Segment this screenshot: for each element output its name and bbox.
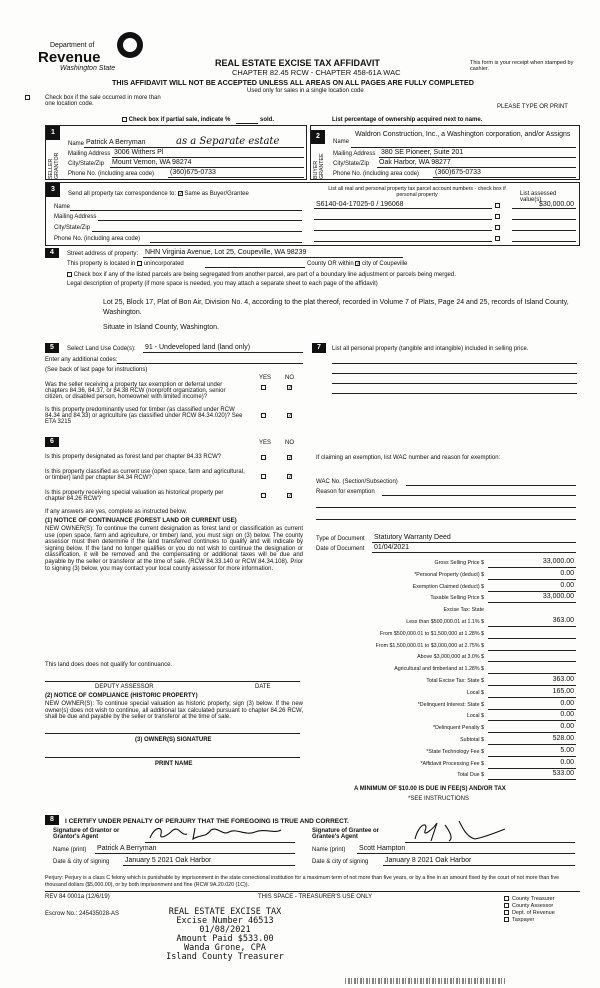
tax-row-label: *State Technology Fee $ (426, 748, 484, 755)
stamp-line: REAL ESTATE EXCISE TAX (168, 907, 282, 917)
tax-row-value: 0.00 (560, 711, 574, 719)
personal-property-checkbox[interactable] (495, 203, 500, 208)
tax-row-label: Exemption Claimed (deduct) $ (412, 583, 484, 590)
form-revision: REV 84 0001a (12/6/19) (45, 894, 110, 900)
seller-name: Patrick A Berryman (86, 139, 146, 146)
tax-row-label: Taxable Selling Price $ (430, 595, 484, 602)
parcel-header: List all real and personal property tax parcel account numbers - check box if personal property (328, 186, 506, 198)
tax-row-value: 5.00 (560, 746, 574, 754)
personal-property-checkbox[interactable] (495, 214, 500, 219)
section-number-7: 7 (312, 343, 326, 353)
tax-row-value: 0.00 (560, 699, 574, 707)
forest-land-question: Is this property designated as forest land per chapter 84.33 RCW? (45, 454, 222, 460)
please-type: PLEASE TYPE OR PRINT (497, 104, 568, 110)
dept-line2: Revenue (38, 49, 101, 66)
forest-no-checkbox[interactable]: ✓ (288, 455, 293, 461)
grantor-name: Patrick A Berryman (97, 845, 157, 852)
buyer-name: Waldron Construction, Inc., a Washington corporation, and/or Assigns (355, 131, 571, 138)
copy-destination: County Assessor (504, 903, 584, 910)
escrow-number: Escrow No.: 245435028-AS (45, 911, 120, 917)
minimum-due-note: A MINIMUM OF $10.00 IS DUE IN FEE(S) AND/OR TAX (354, 786, 506, 792)
copy-checkbox[interactable] (504, 896, 509, 901)
tax-row-value: 363.00 (552, 617, 574, 624)
tax-row-label: *Delinquent Penalty $ (433, 725, 484, 732)
copy-checkbox[interactable] (504, 910, 509, 915)
legal-description: Lot 25, Block 17, Plat of Bon Air, Division No. 4, according to the plat thereof, recorded in Volume 7 of Plats, Page 24 and 25, records of Island County, Washington. (103, 299, 569, 316)
tax-row-value: 533.00 (552, 770, 574, 778)
document-date: 01/04/2021 (374, 544, 410, 551)
seller-section: 1 SELLER GRANTOR Name Patrick A Berryman as a Separate estate Mailing Address 3006 Withers Pl City/State/Zip Mount Vernon, WA 98274 Phone No. (including area code) (360)675-0733 (45, 125, 307, 180)
land-use-code[interactable]: 91 - Undeveloped land (land only) (145, 344, 251, 351)
tax-row-label: Subtotal $ (460, 737, 484, 743)
historic-question: Is this property receiving special valuation as historical property per chapter 84.26 RCW? (45, 490, 224, 502)
tax-row-label: *Personal Property (deduct) $ (414, 571, 484, 578)
assessed-header: List assessed value(s) (520, 191, 557, 203)
perjury-notice: Perjury: Perjury is a class C felony which is punishable by imprisonment in the state correctional institution for a maximum term of not more than five years, or by a fine in an amount fixed by the court of not more than five thousand dollars ($5,000.00), or by both imprisonment and fine (RCW 9A.20.020 (1C)). (45, 875, 560, 888)
tax-row-label: Local $ (466, 689, 484, 696)
tax-row-value: 0.00 (560, 758, 574, 766)
treasurer-stamp (145, 908, 305, 962)
situate: Situate in Island County, Washington. (103, 324, 219, 331)
grantee-signature (405, 819, 545, 843)
historic-yes-checkbox[interactable] (261, 493, 266, 498)
forest-yes-checkbox[interactable] (261, 455, 266, 460)
continuance-text: NEW OWNER(S): To continue the current designation as forest land or classification as current use (open space, farm and agriculture, or timber) land, you must sign on (3) below. The county assessor must then determine if the land transferred continues to qualify and will indicate by signing below. If the land no longer qualifies or you do not wish to continue the designation or classification, it will be removed and the compensating or additional taxes will be due and payable by the seller or transferor at the time of sale. (RCW 84.33.140 or RCW 84.34.108). Prior to signing (3) below, you may contact your local county assessor for more information. (45, 526, 303, 572)
tax-row-label: From $500,000.01 to $1,500,000 at 1.28% $ (380, 630, 484, 637)
multi-location: Check box if the sale occurred in more than one location code. (45, 95, 165, 107)
buyer-address: 380 SE Pioneer, Suite 201 (381, 149, 464, 156)
qualify-statement: This land does does not qualify for continuance. (45, 662, 173, 668)
correspondence-section: 3 Send all property tax correspondence to: ✓ Same as Buyer/Grantee Name Mailing Address City/State/Zip Phone No. (including area code) List all real and personal property tax parcel account numbers - check box if personal property List assessed value(s) S6140-04-17025-0 / 196068 $30,000.00 (45, 182, 580, 246)
buyer-city: Oak Harbor, WA 98277 (379, 159, 451, 166)
grantor-signature (145, 824, 285, 842)
section-number-4: 4 (45, 248, 59, 258)
current-use-yes-checkbox[interactable] (261, 474, 266, 479)
same-as-buyer-checkbox[interactable]: ✓ (178, 191, 183, 197)
personal-property-checkbox[interactable] (495, 236, 500, 241)
pct-ownership-note: List percentage of ownership acquired next to name. (332, 117, 483, 123)
stamp-line: Excise Number 46513 (176, 916, 274, 926)
historic-no-checkbox[interactable]: ✓ (288, 493, 293, 499)
seller-side-label: SELLER GRANTOR (48, 152, 60, 179)
copy-checkbox[interactable] (504, 903, 509, 908)
tax-row-label: Agricultural and timberland at 1.28% $ (394, 666, 484, 673)
tax-row-value: 33,000.00 (542, 558, 574, 565)
property-section: 4 Street address of property: NHN Virginia Avenue, Lot 25, Coupeville, WA 98239 This property is located in unincorporated County OR within ✓ city of Coupeville Check box if any of the listed parcels are being segregated from another parcel, are part of a boundary line adjustment or parcels being merged. Legal description of property (if more space is needed, you may attach a separate sheet to each page of the affidavit) Lot 25, Block 17, Plat of Bon Air, Division No. 4, according to the plat thereof, recorded in Volume 7 of Plats, Page 24 and 25, records of Island County, Washington. Situate in Island County, Washington. (45, 248, 580, 336)
distribution-copies (504, 896, 584, 924)
tax-row-value: 363.00 (552, 676, 574, 683)
stamp-line: 01/08/2021 (199, 925, 251, 935)
document-type: Statutory Warranty Deed (374, 534, 451, 541)
tax-row-label: Less than $500,000.01 at 1.1% $ (406, 619, 484, 625)
section-number-2: 2 (311, 130, 325, 144)
seller-name-handwritten: as a Separate estate (176, 136, 280, 147)
parcel-number: S6140-04-17025-0 / 196068 (316, 201, 404, 208)
tax-row-value: 0.00 (560, 581, 574, 589)
q1-no-checkbox[interactable]: ✓ (288, 385, 293, 391)
grantee-date: January 8 2021 Oak Harbor (385, 857, 472, 864)
land-use-question-2: Is this property predominantly used for timber (as classified under RCW 84.34 and 84.33) or agriculture (as classified under RCW 84.34.020)? See ETA 3215 (45, 407, 243, 425)
unincorporated-checkbox[interactable] (137, 261, 142, 266)
current-use-question: Is this property classified as current use (open space, farm and agricultural, or timber) land per chapter 84.34 RCW? (45, 469, 245, 481)
tax-row-label: Total Excise Tax: State $ (426, 678, 484, 684)
dor-logo (20, 32, 150, 76)
tax-row-value: 33,000.00 (542, 593, 574, 601)
copy-checkbox[interactable] (504, 917, 509, 922)
dept-line1: Department of (50, 42, 95, 49)
personal-property-checkbox[interactable] (495, 225, 500, 230)
grantee-name: Scott Hampton (359, 845, 406, 852)
seller-city: Mount Vernon, WA 98274 (112, 159, 192, 166)
treasurer-use-note: THIS SPACE - TREASURER'S USE ONLY (258, 894, 373, 900)
current-use-no-checkbox[interactable]: ✓ (288, 474, 293, 480)
tax-row-value: 0.00 (560, 569, 574, 577)
section-number-5: 5 (45, 343, 59, 353)
form-title: REAL ESTATE EXCISE TAX AFFIDAVIT (215, 58, 380, 68)
stamp-line: Amount Paid $533.00 (176, 934, 274, 944)
within-city-checkbox[interactable]: ✓ (356, 261, 361, 267)
section-number-3: 3 (46, 183, 60, 197)
land-use-section: 5 Select Land Use Code(s): 91 - Undeveloped land (land only) Enter any additional codes: (See back of last page for instructions) YES NO Was the seller receiving a property tax exemption or deferral under chapters 84.36, 84.37, or 84.38 RCW (nonprofit organization, senior citizen, or disabled person, homeowner with limited income)? ✓ Is this property predominantly used for timber (as classified under RCW 84.34 and 84.33) or agriculture (as classified under RCW 84.34.020)? See ETA 3215 ✓ (45, 343, 307, 435)
certification-section: 8 I CERTIFY UNDER PENALTY OF PERJURY THAT THE FOREGOING IS TRUE AND CORRECT. Signature of Grantor or Grantor's Agent Name (print) Patrick A Berryman Date & city of signing January 5 2021 Oak Harbor Signature of Grantee or Grantee's Agent Name (print) Scott Hampton Date & city of signing January 8 2021 Oak Harbor (45, 815, 580, 873)
tax-row-label: Excise Tax: State (443, 607, 484, 614)
tax-row-value: 165.00 (552, 687, 574, 695)
buyer-section: 2 BUYER GRANTEE Waldron Construction, Inc., a Washington corporation, and/or Assigns Name Mailing Address 380 SE Pioneer, Suite 201 City/State/Zip Oak Harbor, WA 98277 Phone No. (including area code) (360)675-0733 (310, 125, 580, 180)
copy-destination: Dept. of Revenue (504, 910, 584, 917)
form-chapter: CHAPTER 82.45 RCW - CHAPTER 458-61A WAC (232, 68, 401, 77)
assessed-value: $30,000.00 (538, 201, 574, 208)
designation-section: 6 YES NO Is this property designated as forest land per chapter 84.33 RCW? ✓ Is this property classified as current use (open space, farm and agricultural, or timber) land per chapter 84.34 RCW? ✓ Is this property receiving special valuation as historical property per chapter 84.26 RCW? ✓ If any answers are yes, complete as instructed below. (1) NOTICE OF CONTINUANCE (FOREST LAND OR CURRENT USE) NEW OWNER(S): To continue the current designation as forest land or classification as current use (open space, farm and agriculture, or timber) land, you must sign on (3) below. The county assessor must then determine if the land transferred continues to qualify and will indicate by signing below. If the land no longer qualifies or you do not wish to continue the designation or classification, it will be removed and the compensating or additional taxes will be due and payable by the seller or transferor at the time of sale. (RCW 84.33.140 or RCW 84.34.108). Prior to signing (3) below, you may contact your local county assessor for more information. This land does does not qualify for continuance. DEPUTY ASSESSOR DATE (2) NOTICE OF COMPLIANCE (HISTORIC PROPERTY) NEW OWNER(S): To continue special valuation as historic property, sign (3) below. If the new owner(s) does not wish to continue, all additional tax calculated pursuant to chapter 84.26 RCW, shall be due and payable by the seller or transferor at the time of sale. (3) OWNER(S) SIGNATURE PRINT NAME (45, 438, 303, 767)
single-location-note: Used only for sales in a single location code (247, 88, 364, 94)
receipt-note: This form is your receipt when stamped by cashier. (470, 60, 574, 72)
q1-yes-checkbox[interactable] (261, 385, 266, 390)
section-number-6: 6 (45, 437, 59, 447)
stamp-line: Wanda Grone, CPA (184, 943, 266, 953)
partial-sale-checkbox[interactable] (122, 117, 127, 122)
tax-row-label: *Affidavit Processing Fee $ (420, 760, 484, 767)
multi-location-checkbox[interactable] (25, 95, 30, 100)
dept-line3: Washington State (60, 65, 116, 72)
segregated-checkbox[interactable] (67, 272, 72, 277)
tax-row-label: Total Due $ (457, 772, 484, 779)
q2-yes-checkbox[interactable] (261, 413, 266, 418)
tax-row-value: 528.00 (552, 735, 574, 742)
buyer-phone: (360)675-0733 (435, 169, 481, 176)
tax-row-label: Above $3,000,000 at 3.0% $ (417, 654, 484, 661)
tax-table (312, 558, 580, 788)
property-street: NHN Virginia Avenue, Lot 25, Coupeville, WA 98239 (145, 249, 307, 256)
form-warning: THIS AFFIDAVIT WILL NOT BE ACCEPTED UNLESS ALL AREAS ON ALL PAGES ARE FULLY COMPLETED (112, 78, 474, 87)
seller-phone: (360)675-0733 (170, 169, 216, 176)
stamp-line: Island County Treasurer (166, 952, 284, 962)
buyer-side-label: BUYER GRANTEE (313, 153, 325, 179)
personal-property-section: 7 List all personal property (tangible and intangible) included in selling price. If claiming an exemption, list WAC number and reason for exemption: WAC No. (Section/Subsection) Reason for exemption Type of Document Statutory Warranty Deed Date of Document 01/04/2021 Gross Selling Price $ 33,000.00 *Personal Property (deduct) $ 0.00 Exemption Claimed (deduct) $ 0.00 Taxable Selling Price $ 33,000.00 Excise Tax: State Less than $500,000.01 at 1.1% $ 363.00 From $500,000.01 to $1,500,000 at 1.28% $ From $1,500,000.01 to $3,000,000 at 2.75% $ Above $3,000,000 at 3.0% $ Agricultural and timberland at 1.28% $ Total Excise Tax: State $ 363.00 Local $ 165.00 *Delinquent Interest: State $ 0.00 Local $ 0.00 *Delinquent Penalty $ 0.00 Subtotal $ 528.00 *State Technology Fee $ 5.00 *Affidavit Processing Fee $ 0.00 Total Due $ 533.00 A MINIMUM OF $10.00 IS DUE IN FEE(S) AND/OR TAX *SEE INSTRUCTIONS (312, 343, 580, 813)
tax-row-value: 0.00 (560, 723, 574, 731)
tax-row-label: From $1,500,000.01 to $3,000,000 at 2.75% $ (375, 642, 484, 649)
seller-address: 3006 Withers Pl (114, 149, 164, 156)
grantor-date: January 5 2021 Oak Harbor (125, 857, 212, 864)
section-number-1: 1 (46, 126, 60, 140)
copy-destination: County Treasurer (504, 896, 584, 903)
tax-row-label: Gross Selling Price $ (434, 560, 484, 566)
section-number-8: 8 (45, 815, 59, 825)
compliance-text: NEW OWNER(S): To continue special valuation as historic property, sign (3) below. If the new owner(s) does not wish to continue, all additional tax calculated pursuant to chapter 84.26 RCW, shall be due and payable by the seller or transferor at the time of sale. (45, 701, 303, 721)
tax-row-label: *Delinquent Interest: State $ (417, 701, 484, 708)
scan-barcode-artifact (345, 978, 505, 984)
q2-no-checkbox[interactable]: ✓ (288, 413, 293, 419)
land-use-question-1: Was the seller receiving a property tax exemption or deferral under chapters 84.36, 84.37, or 84.38 RCW (nonprofit organization, senior citizen, or disabled person, homeowner with limited income)? (45, 382, 226, 400)
copy-destination: Taxpayer (504, 917, 584, 924)
tax-row-label: Local $ (466, 713, 484, 720)
partial-sale: Check box if partial sale, indicate % (122, 117, 230, 123)
